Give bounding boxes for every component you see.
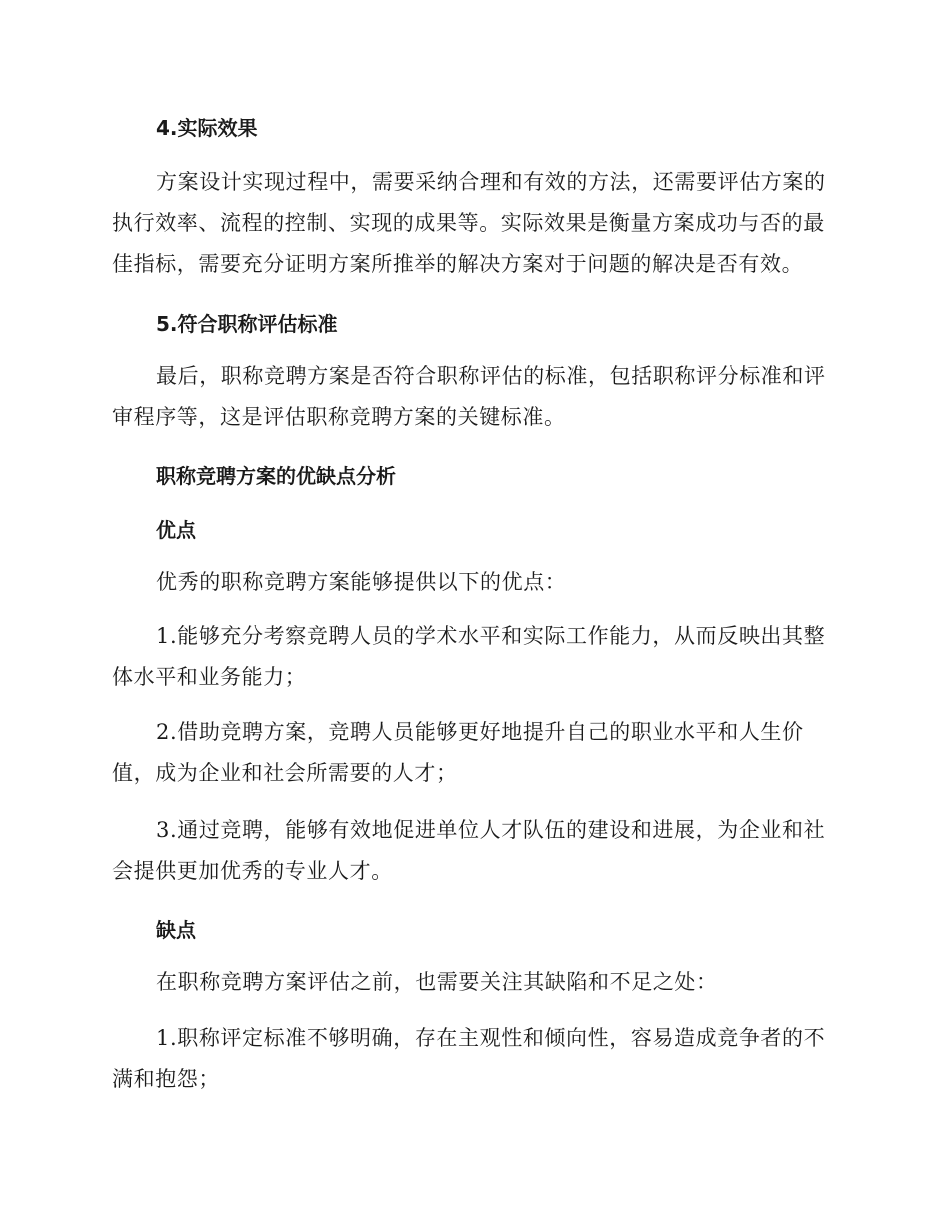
list-item-pro-1: 1.能够充分考察竞聘人员的学术水平和实际工作能力，从而反映出其整体水平和业务能力；	[112, 624, 826, 689]
section-heading-actual-effect: 4.实际效果	[156, 116, 258, 140]
paragraph-pros-intro: 优秀的职称竞聘方案能够提供以下的优点：	[156, 570, 567, 594]
subheading-pros: 优点	[156, 518, 196, 542]
list-item-con-1: 1.职称评定标准不够明确，存在主观性和倾向性，容易造成竞争者的不满和抱怨；	[112, 1026, 826, 1091]
paragraph-evaluation-standard: 最后，职称竞聘方案是否符合职称评估的标准，包括职称评分标准和评审程序等，这是评估职称竞聘方案的关键标准。	[112, 364, 826, 429]
subheading-cons: 缺点	[156, 918, 196, 942]
paragraph-actual-effect: 方案设计实现过程中，需要采纳合理和有效的方法，还需要评估方案的执行效率、流程的控制、实现的成果等。实际效果是衡量方案成功与否的最佳指标，需要充分证明方案所推举的解决方案对于问题的解决是否有效。	[112, 170, 826, 276]
list-item-pro-3: 3.通过竞聘，能够有效地促进单位人才队伍的建设和进展，为企业和社会提供更加优秀的专业人才。	[112, 818, 826, 883]
list-item-pro-2: 2.借助竞聘方案，竞聘人员能够更好地提升自己的职业水平和人生价值，成为企业和社会所需要的人才；	[112, 720, 804, 785]
paragraph-cons-intro: 在职称竞聘方案评估之前，也需要关注其缺陷和不足之处：	[156, 970, 718, 994]
section-heading-evaluation-standard: 5.符合职称评估标准	[156, 312, 338, 336]
section-heading-pros-cons-analysis: 职称竞聘方案的优缺点分析	[156, 464, 396, 488]
